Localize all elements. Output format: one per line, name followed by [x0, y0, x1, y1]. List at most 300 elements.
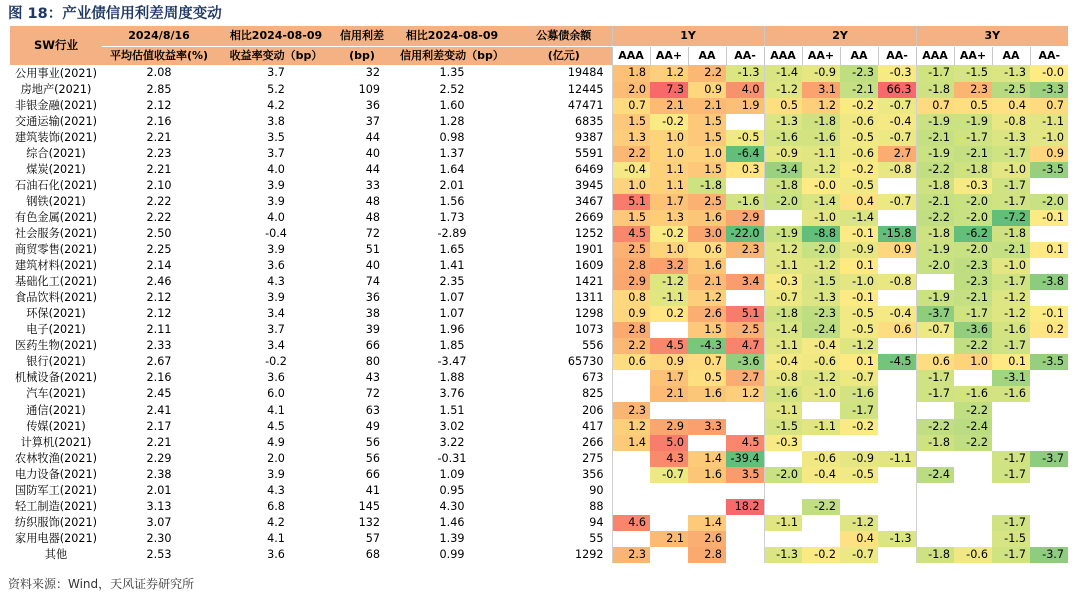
heat-cell-y2: -0.5 — [840, 178, 878, 194]
heat-cell-y1 — [612, 370, 650, 386]
avg-yield-cell: 2.53 — [146, 547, 172, 561]
heat-cell-y1 — [650, 499, 688, 515]
header-rating-y3-2: AA+ — [954, 47, 992, 66]
spread-cell: 57 — [365, 531, 380, 545]
heat-cell-y2: -1.2 — [802, 162, 840, 178]
spread-cell: 68 — [365, 547, 380, 561]
heat-cell-y3: -1.2 — [992, 290, 1030, 306]
yield-change-cell: 4.0 — [267, 162, 285, 176]
header-rating-y2-3: AA — [840, 47, 878, 66]
heat-cell-y1 — [688, 499, 726, 515]
avg-yield-cell: 2.16 — [146, 114, 172, 128]
heat-cell-y3 — [916, 274, 954, 290]
spread-cell: 44 — [365, 162, 380, 176]
heat-cell-y3 — [1030, 226, 1068, 242]
spread-change-cell: 3.02 — [439, 419, 465, 433]
heat-cell-y1: 2.6 — [688, 306, 726, 322]
heat-cell-y2: 0.5 — [764, 98, 802, 114]
heat-cell-y2: -0.6 — [802, 451, 840, 467]
heat-cell-y2: 0.9 — [878, 242, 916, 258]
heat-cell-y3: -1.0 — [992, 162, 1030, 178]
heat-cell-y2 — [764, 531, 802, 547]
table-row — [10, 274, 1068, 290]
heat-cell-y1: 1.9 — [726, 98, 764, 114]
heat-cell-y3 — [954, 515, 992, 531]
table-row — [10, 146, 1068, 162]
table-row — [10, 483, 1068, 499]
heat-cell-y1: 1.5 — [688, 162, 726, 178]
heat-cell-y1: 4.7 — [726, 338, 764, 354]
heat-cell-y1 — [612, 467, 650, 483]
table-row — [10, 242, 1068, 258]
header-group-2y: 2Y — [764, 26, 916, 47]
heat-cell-y3 — [1030, 515, 1068, 531]
spread-change-cell: 1.65 — [439, 243, 465, 257]
heat-cell-y1: 1.4 — [612, 435, 650, 451]
heat-cell-y3: -2.0 — [954, 242, 992, 258]
spread-change-table — [10, 26, 1068, 563]
balance-cell: 47471 — [567, 98, 604, 112]
heat-cell-y2: -0.4 — [802, 467, 840, 483]
heat-cell-y2 — [878, 258, 916, 274]
heat-cell-y2: -0.5 — [840, 322, 878, 338]
heat-cell-y2: -0.6 — [840, 114, 878, 130]
heat-cell-y3 — [992, 419, 1030, 435]
figure-title: 图 18：产业债信用利差周度变动 — [8, 6, 222, 22]
heat-cell-y1: 4.5 — [726, 435, 764, 451]
spread-change-cell: -0.31 — [437, 451, 467, 465]
yield-change-cell: 3.4 — [267, 339, 285, 353]
heat-cell-y1: -0.4 — [612, 162, 650, 178]
heat-cell-y3 — [954, 467, 992, 483]
heat-cell-y3 — [992, 402, 1030, 418]
spread-cell: 51 — [365, 243, 380, 257]
heat-cell-y1: 2.8 — [612, 322, 650, 338]
heat-cell-y2: -1.1 — [802, 146, 840, 162]
heat-cell-y1: 1.6 — [688, 210, 726, 226]
yield-change-cell: 4.0 — [267, 210, 285, 224]
heat-cell-y2 — [878, 338, 916, 354]
heat-cell-y3: 0.2 — [1030, 322, 1068, 338]
heat-cell-y3 — [916, 338, 954, 354]
heat-cell-y2: 0.4 — [840, 531, 878, 547]
heat-cell-y3: 0.4 — [992, 98, 1030, 114]
heat-cell-y3 — [954, 451, 992, 467]
heat-cell-y2 — [878, 435, 916, 451]
table-row — [10, 194, 1068, 210]
heat-cell-y1: 1.4 — [688, 451, 726, 467]
heat-cell-y1: 0.9 — [612, 306, 650, 322]
table-row — [10, 354, 1068, 370]
industry-cell: 钢铁(2021) — [26, 194, 86, 208]
table-row — [10, 386, 1068, 402]
heat-cell-y3: -1.9 — [916, 242, 954, 258]
heat-cell-y2: -0.0 — [802, 178, 840, 194]
avg-yield-cell: 3.13 — [146, 499, 172, 513]
heat-cell-y2 — [840, 483, 878, 499]
table-row — [10, 82, 1068, 98]
spread-change-cell: 1.09 — [439, 467, 465, 481]
heat-cell-y3: -1.3 — [992, 65, 1030, 82]
heat-cell-y2: -0.2 — [840, 162, 878, 178]
industry-cell: 银行(2021) — [26, 355, 86, 369]
balance-cell: 94 — [589, 515, 604, 529]
heat-cell-y1: 2.9 — [612, 274, 650, 290]
heat-cell-y3: -1.7 — [954, 130, 992, 146]
heat-cell-y2: -8.8 — [802, 226, 840, 242]
header-spread-change: 信用利差变动（bp） — [388, 47, 516, 66]
avg-yield-cell: 2.10 — [146, 178, 172, 192]
header-balance-top: 公募债余额 — [516, 26, 612, 47]
heat-cell-y3: -0.1 — [1030, 306, 1068, 322]
heat-cell-y1: 1.2 — [650, 65, 688, 82]
heat-cell-y2: 2.7 — [878, 146, 916, 162]
heat-cell-y1: 2.1 — [650, 531, 688, 547]
heat-cell-y2 — [840, 499, 878, 515]
heat-cell-y2: -1.4 — [840, 210, 878, 226]
avg-yield-cell: 2.23 — [146, 146, 172, 160]
heat-cell-y3: -3.8 — [1030, 274, 1068, 290]
heat-cell-y3: -3.7 — [916, 306, 954, 322]
heat-cell-y1 — [650, 515, 688, 531]
heat-cell-y3 — [954, 370, 992, 386]
heat-cell-y1: 3.0 — [688, 226, 726, 242]
header-spread: (bp) — [336, 47, 388, 66]
heat-cell-y3: -0.6 — [954, 547, 992, 563]
heat-cell-y3: -2.0 — [954, 210, 992, 226]
heat-cell-y3: -3.1 — [992, 370, 1030, 386]
heat-cell-y2: 0.6 — [878, 322, 916, 338]
heat-cell-y3: -1.8 — [916, 82, 954, 98]
heat-cell-y3 — [1030, 419, 1068, 435]
heat-cell-y3 — [1030, 435, 1068, 451]
avg-yield-cell: 2.01 — [146, 483, 172, 497]
heat-cell-y1: 4.3 — [650, 451, 688, 467]
avg-yield-cell: 2.21 — [146, 162, 172, 176]
heat-cell-y3: -2.1 — [916, 130, 954, 146]
heat-cell-y1: -1.1 — [650, 290, 688, 306]
balance-cell: 1421 — [575, 275, 604, 289]
heat-cell-y2: -1.9 — [764, 226, 802, 242]
industry-cell: 商贸零售(2021) — [15, 243, 97, 257]
heat-cell-y1: -1.3 — [726, 65, 764, 82]
heat-cell-y1 — [688, 402, 726, 418]
heat-cell-y2 — [878, 386, 916, 402]
heat-cell-y1: 0.7 — [612, 98, 650, 114]
avg-yield-cell: 2.12 — [146, 291, 172, 305]
heat-cell-y2: -0.1 — [840, 290, 878, 306]
heat-cell-y2: -1.1 — [764, 338, 802, 354]
industry-cell: 房地产(2021) — [20, 82, 92, 96]
heat-cell-y1: 2.5 — [612, 242, 650, 258]
industry-cell: 电力设备(2021) — [15, 467, 97, 481]
heat-cell-y1 — [612, 386, 650, 402]
header-rating-y2-4: AA- — [878, 47, 916, 66]
heat-cell-y2: -1.6 — [840, 386, 878, 402]
heat-cell-y1: 2.5 — [726, 322, 764, 338]
heat-cell-y3 — [1030, 178, 1068, 194]
heat-cell-y2: -1.2 — [840, 338, 878, 354]
balance-cell: 88 — [589, 499, 604, 513]
header-rating-y1-1: AAA — [612, 47, 650, 66]
balance-cell: 9387 — [575, 130, 604, 144]
heat-cell-y2: -0.6 — [802, 354, 840, 370]
heat-cell-y3: -1.9 — [916, 146, 954, 162]
spread-cell: 109 — [358, 82, 380, 96]
avg-yield-cell: 2.11 — [146, 323, 172, 337]
heat-cell-y3 — [916, 483, 954, 499]
spread-cell: 38 — [365, 307, 380, 321]
industry-cell: 通信(2021) — [26, 403, 86, 417]
balance-cell: 1901 — [575, 243, 604, 257]
avg-yield-cell: 2.67 — [146, 355, 172, 369]
heat-cell-y3: 1.0 — [954, 354, 992, 370]
heat-cell-y3 — [1030, 290, 1068, 306]
heat-cell-y2: -1.1 — [878, 451, 916, 467]
industry-cell: 纺织服饰(2021) — [15, 515, 97, 529]
heat-cell-y2: -0.2 — [802, 547, 840, 563]
heat-cell-y2: -0.3 — [878, 65, 916, 82]
heat-cell-y1 — [726, 258, 764, 274]
avg-yield-cell: 2.85 — [146, 82, 172, 96]
heat-cell-y1: -0.7 — [650, 467, 688, 483]
spread-change-cell: 2.52 — [439, 82, 465, 96]
heat-cell-y1: 2.3 — [612, 547, 650, 563]
heat-cell-y1: 2.1 — [650, 98, 688, 114]
heat-cell-y2: -0.5 — [840, 467, 878, 483]
heat-cell-y1: 1.2 — [726, 386, 764, 402]
yield-change-cell: 3.9 — [267, 467, 285, 481]
industry-cell: 电子(2021) — [26, 323, 86, 337]
spread-cell: 72 — [365, 226, 380, 240]
heat-cell-y3: -1.8 — [954, 162, 992, 178]
spread-change-cell: 1.56 — [439, 194, 465, 208]
heat-cell-y3 — [916, 451, 954, 467]
header-group-3y: 3Y — [916, 26, 1068, 47]
spread-cell: 39 — [365, 323, 380, 337]
heat-cell-y3 — [1030, 483, 1068, 499]
yield-change-cell: 3.6 — [267, 547, 285, 561]
heat-cell-y3: -3.5 — [1030, 354, 1068, 370]
heat-cell-y1: 1.6 — [688, 467, 726, 483]
avg-yield-cell: 2.16 — [146, 371, 172, 385]
heat-cell-y2 — [878, 499, 916, 515]
heat-cell-y3: 2.3 — [954, 82, 992, 98]
heat-cell-y1: 7.3 — [650, 82, 688, 98]
spread-cell: 72 — [365, 387, 380, 401]
avg-yield-cell: 2.45 — [146, 387, 172, 401]
heat-cell-y3: -2.0 — [1030, 194, 1068, 210]
spread-cell: 43 — [365, 371, 380, 385]
spread-change-cell: 1.37 — [439, 146, 465, 160]
spread-cell: 48 — [365, 210, 380, 224]
header-avg-yield: 平均估值收益率(%) — [102, 47, 216, 66]
heat-cell-y3: 0.7 — [1030, 98, 1068, 114]
heat-cell-y2: -4.5 — [878, 354, 916, 370]
heat-cell-y3 — [916, 515, 954, 531]
spread-change-cell: 1.85 — [439, 339, 465, 353]
heat-cell-y2: -15.8 — [878, 226, 916, 242]
table-row — [10, 338, 1068, 354]
industry-cell: 综合(2021) — [26, 146, 86, 160]
heat-cell-y2: -1.7 — [840, 402, 878, 418]
heat-cell-y2: -1.3 — [802, 290, 840, 306]
heat-cell-y2: -3.4 — [764, 162, 802, 178]
heat-cell-y2: -1.2 — [802, 370, 840, 386]
heat-cell-y3: -2.1 — [954, 290, 992, 306]
heat-cell-y3: -1.7 — [916, 370, 954, 386]
heat-cell-y1: -0.2 — [650, 226, 688, 242]
yield-change-cell: 3.9 — [267, 194, 285, 208]
header-rating-y3-1: AAA — [916, 47, 954, 66]
heat-cell-y2: -0.4 — [802, 338, 840, 354]
heat-cell-y1: -1.8 — [688, 178, 726, 194]
industry-cell: 社会服务(2021) — [15, 226, 97, 240]
heat-cell-y3: -2.3 — [954, 274, 992, 290]
spread-change-cell: 1.51 — [439, 403, 465, 417]
heat-cell-y1: 1.1 — [650, 162, 688, 178]
spread-cell: 80 — [365, 355, 380, 369]
heat-cell-y1 — [688, 483, 726, 499]
balance-cell: 556 — [582, 339, 604, 353]
heat-cell-y3: 0.1 — [992, 354, 1030, 370]
heat-cell-y3: -1.7 — [992, 338, 1030, 354]
heat-cell-y3: 0.9 — [1030, 146, 1068, 162]
heat-cell-y2: -1.8 — [764, 178, 802, 194]
heat-cell-y2: -0.3 — [764, 435, 802, 451]
yield-change-cell: 4.2 — [267, 515, 285, 529]
heat-cell-y3: -0.0 — [1030, 65, 1068, 82]
heat-cell-y3 — [1030, 338, 1068, 354]
heat-cell-y3 — [1030, 386, 1068, 402]
heat-cell-y2: 0.4 — [840, 194, 878, 210]
heat-cell-y3: -1.8 — [916, 178, 954, 194]
industry-cell: 计算机(2021) — [20, 435, 92, 449]
heat-cell-y2: -0.7 — [840, 547, 878, 563]
heat-cell-y2: -0.3 — [764, 274, 802, 290]
heat-cell-y2 — [802, 402, 840, 418]
heat-cell-y1: 4.5 — [650, 338, 688, 354]
spread-change-cell: 2.01 — [439, 178, 465, 192]
heat-cell-y2: -0.9 — [802, 65, 840, 82]
heat-cell-y3: -1.7 — [954, 306, 992, 322]
heat-cell-y1: -0.2 — [650, 114, 688, 130]
heat-cell-y1: 0.6 — [688, 242, 726, 258]
industry-cell: 环保(2021) — [26, 307, 86, 321]
spread-cell: 74 — [365, 275, 380, 289]
heat-cell-y2: -1.1 — [764, 515, 802, 531]
yield-change-cell: 3.9 — [267, 178, 285, 192]
heat-cell-y1: 2.1 — [688, 98, 726, 114]
heat-cell-y2: -1.0 — [802, 210, 840, 226]
heat-cell-y3 — [1030, 467, 1068, 483]
balance-cell: 266 — [582, 435, 604, 449]
header-spread-change-top: 相比2024-08-09 — [388, 26, 516, 47]
heat-cell-y2 — [764, 483, 802, 499]
table-row — [10, 210, 1068, 226]
avg-yield-cell: 2.14 — [146, 259, 172, 273]
yield-change-cell: 4.1 — [267, 403, 285, 417]
heat-cell-y2: -1.1 — [802, 419, 840, 435]
yield-change-cell: 4.3 — [267, 275, 285, 289]
heat-cell-y2: -1.2 — [802, 258, 840, 274]
heat-cell-y1: 2.3 — [612, 402, 650, 418]
spread-change-cell: 1.60 — [439, 98, 465, 112]
heat-cell-y2: -1.0 — [840, 274, 878, 290]
heat-cell-y3 — [1030, 531, 1068, 547]
heat-cell-y2 — [802, 483, 840, 499]
industry-cell: 传媒(2021) — [26, 419, 86, 433]
heat-cell-y2: -0.7 — [840, 370, 878, 386]
avg-yield-cell: 2.08 — [146, 66, 172, 80]
balance-cell: 356 — [582, 467, 604, 481]
heat-cell-y3: 0.7 — [916, 98, 954, 114]
heat-cell-y1: 1.0 — [650, 130, 688, 146]
header-rating-y3-3: AA — [992, 47, 1030, 66]
heat-cell-y1 — [726, 402, 764, 418]
heat-cell-y3: 0.6 — [916, 354, 954, 370]
heat-cell-y1: 1.0 — [612, 178, 650, 194]
spread-cell: 63 — [365, 403, 380, 417]
table-row — [10, 130, 1068, 146]
heat-cell-y3: -1.7 — [992, 274, 1030, 290]
heat-cell-y2: -0.7 — [878, 98, 916, 114]
heat-cell-y3: -2.0 — [916, 258, 954, 274]
table-row — [10, 226, 1068, 242]
yield-change-cell: 3.4 — [267, 307, 285, 321]
heat-cell-y1 — [726, 419, 764, 435]
heat-cell-y3: -1.7 — [992, 146, 1030, 162]
spread-change-cell: 1.28 — [439, 114, 465, 128]
heat-cell-y3: -2.0 — [954, 194, 992, 210]
heat-cell-y1: 1.7 — [650, 370, 688, 386]
heat-cell-y2: -1.5 — [764, 419, 802, 435]
yield-change-cell: 3.7 — [267, 66, 285, 80]
heat-cell-y1: -3.6 — [726, 354, 764, 370]
spread-cell: 40 — [365, 146, 380, 160]
heat-cell-y3: -2.4 — [954, 419, 992, 435]
heat-cell-y3: -1.7 — [916, 386, 954, 402]
heat-cell-y3: -1.6 — [992, 322, 1030, 338]
avg-yield-cell: 2.50 — [146, 226, 172, 240]
spread-change-cell: 1.96 — [439, 323, 465, 337]
table-row — [10, 178, 1068, 194]
heat-cell-y1: -1.2 — [650, 274, 688, 290]
table-row — [10, 419, 1068, 435]
heat-cell-y2 — [878, 467, 916, 483]
balance-cell: 19484 — [567, 66, 604, 80]
heat-cell-y2: 0.1 — [840, 258, 878, 274]
heat-cell-y2: -1.6 — [802, 130, 840, 146]
heat-cell-y3 — [916, 499, 954, 515]
spread-change-cell: -3.47 — [437, 355, 467, 369]
heat-cell-y1 — [726, 114, 764, 130]
heat-cell-y3 — [1030, 370, 1068, 386]
heat-cell-y3: -1.5 — [992, 531, 1030, 547]
table-row — [10, 515, 1068, 531]
heat-cell-y1 — [612, 483, 650, 499]
heat-cell-y3: -1.7 — [992, 194, 1030, 210]
spread-cell: 36 — [365, 291, 380, 305]
heat-cell-y2: -1.1 — [764, 402, 802, 418]
industry-cell: 石油石化(2021) — [15, 178, 97, 192]
spread-change-cell: 3.76 — [439, 387, 465, 401]
avg-yield-cell: 2.21 — [146, 435, 172, 449]
heat-cell-y1: 2.5 — [688, 194, 726, 210]
balance-cell: 55 — [589, 531, 604, 545]
heat-cell-y1: -39.4 — [726, 451, 764, 467]
heat-cell-y2: -0.7 — [878, 130, 916, 146]
